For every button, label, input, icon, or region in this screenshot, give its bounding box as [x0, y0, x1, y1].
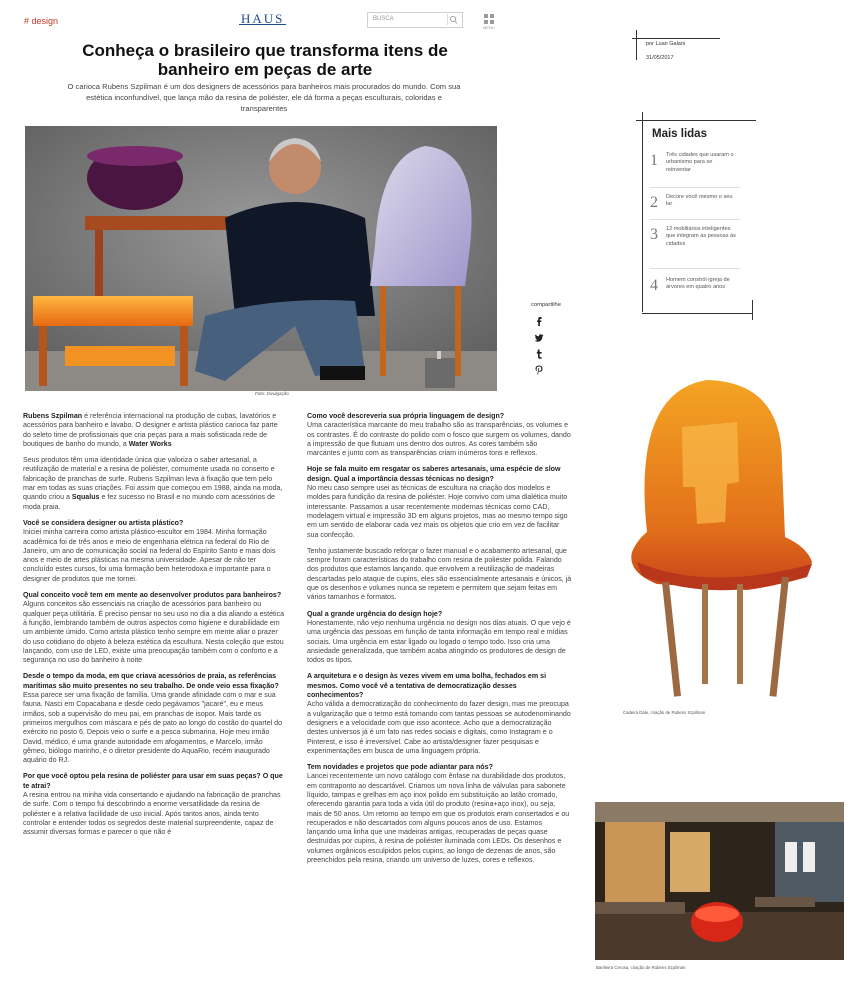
most-read-number: 4: [650, 277, 658, 294]
most-read-frame-top: [636, 120, 756, 121]
menu-label: MENU: [483, 25, 495, 30]
paragraph: Seus produtos têm uma identidade única que valoriza o saber artesanal, a reutilização de material e a resina de poliéster, comumente usada no conserto e fabricação de pranchas de surfe. Rubens Szpilman leva à fixação que tem pelo mar em todas as suas criações. Foi assim que começou em 1988, ainda na moda, quando criou a Squalus e fez sucesso no Brasil e no mundo com acessórios de moda praia.: [23, 456, 283, 511]
question: Por que você optou pela resina de poliéster para usar em suas peças? O que te atrai?: [23, 772, 283, 790]
twitter-icon[interactable]: [534, 333, 544, 343]
most-read-number: 2: [650, 194, 658, 211]
site-logo[interactable]: HAUS: [241, 11, 285, 26]
most-read-frame-right: [752, 300, 753, 320]
article-body-col2: [307, 412, 572, 872]
most-read-item[interactable]: [650, 194, 742, 228]
article-lead: O carioca Rubens Szpilman é um dos designers de acessórios para banheiros mais procurados do mundo. Com sua estética inconfundível, que lança mão da resina de poliéster, ele dá forma a peças esculturais, coloridas e transparentes: [67, 82, 461, 113]
article-body-col1: [23, 412, 285, 844]
brand-link[interactable]: Squalus: [71, 493, 100, 502]
most-read-frame-bottom: [642, 313, 752, 314]
most-read-title: Mais lidas: [652, 128, 707, 140]
most-read-link[interactable]: Homem constrói igreja de árvores em quatro anos: [666, 277, 730, 291]
hero-photo: [25, 126, 497, 391]
chair-caption: Cadeira Dale, criação de Rubens Szpilman: [623, 710, 706, 715]
most-read-number: 3: [650, 226, 658, 243]
search-placeholder: BUSCA: [373, 16, 394, 22]
most-read-number: 1: [650, 152, 658, 169]
article-title: Conheça o brasileiro que transforma itens de banheiro em peças de arte: [82, 41, 448, 79]
share-label: compartilhe: [531, 302, 561, 308]
most-read-link[interactable]: 12 mobiliários inteligentes que integram as pessoas às cidades: [666, 226, 736, 247]
divider: [650, 268, 740, 269]
bath-caption: Banheira Cerosa, criação de Rubens Szpilman: [596, 965, 686, 970]
divider: [650, 219, 740, 220]
divider: [650, 187, 740, 188]
answer: Honestamente, não vejo nenhuma urgência no design nos dias atuais. O que vejo é uma urgência das pessoas em função de tanta informação em tempo real e mídias sociais. Uma urgência em estar ligado ou logado o tempo todo. Isso cria uma ansiedade generalizada, que também acaba atingindo os produtores de design de todos os tipos.: [307, 618, 571, 665]
section-tag[interactable]: # design: [24, 16, 59, 26]
answer: Essa parece ser uma fixação de família. Uma grande afinidade com o mar e sua fauna. Nasci em Copacabana e desde cedo pegávamos "jacaré", eu e meus irmãos, sob a supervisão do meu pai, em pranchas de isopor. Mais tarde os primeiros mergulhos com máscara e pés de pato ao longo do costão do quartel do exército no posto 6. Depois veio o surfe e a pesca submarina. Hoje meu irmão David, médico, é uma grande autoridade em afogamentos, e Marcelo, irmão gêmeo, biólogo marinho, é o diretor presidente do AquaRio, recém inaugurado aquário do RJ.: [23, 691, 283, 765]
question: Tem novidades e projetos que pode adiantar para nós?: [307, 763, 493, 772]
paragraph: Rubens Szpilman é referência internacional na produção de cubas, lavatórios e acessórios para banheiro e lavabo. O designer e artista plástico carioca faz parte do seleto time de profissionais que cria peças para a mais sofisticada rede de boutiques de banho do mundo, a Water Works: [23, 412, 278, 448]
answer: Tenho justamente buscado reforçar o fazer manual e o acabamento artesanal, que sempre foram características do trabalho com resina de poliéster polida. Falando dos produtos que estamos lançando, que envolvem a reutilização de madeiras descartadas pelo ataque de cupins, eles são essencialmente artesanais e únicos, já que os desenhos e volumes nunca se repetem e permitem que sejam feitas em vários tamanhos e formatos.: [307, 546, 572, 602]
answer: Iniciei minha carreira como artista plástico-escultor em 1984. Minha formação acadêmica foi de três anos e meio de engenharia elétrica na federal do Rio de Janeiro, um ano de comunicação social na federal do Espírito Santo e mais dois anos e meio de artes plásticas na mesma universidade. Apesar de não ter concluído estes cursos, foi uma formação bem heterodoxa e importante para o designer de produtos que me tornei.: [23, 528, 276, 583]
facebook-icon[interactable]: [534, 316, 544, 326]
hero-credit: Foto: Divulgação: [255, 391, 289, 396]
answer: A resina entrou na minha vida consertando e ajudando na fabricação de pranchas de surfe. Com o tempo fui descobrindo a enorme versatilidade da resina de poliéster e a relativa facilidade de uso inicial. Após tantos anos, ainda tento controlar e entender todos os segredos deste material surpreendente, capaz de assumir diversas formas e parecer o que não é: [23, 790, 281, 837]
most-read-item[interactable]: [650, 277, 742, 311]
answer: Lancei recentemente um novo catálogo com ênfase na durabilidade dos produtos, em contraponto ao descartável. Criamos um nova linha de válvulas para sabonete líquido, tampas e grelhas em aço inox polido em substituição ao latão cromado, oferecendo garantia para toda a vida útil do produto (resina+aço inox), ou seja, mais de 50 anos. Um retorno ao tempo em que os produtos eram consertados e ou recuperados e não descartados com alguns poucos anos de uso. Estamos lançando uma linha que une madeiras antigas, recuperadas de peças quase destruídas por cupins, à resina de poliéster iluminada com LEDs. Os desenhos e volumes orgânicos esculpidos pelos cupins, ao longo de dezenas de anos, são preenchidos pela resina, criando um universo de luzes, cores e reflexos.: [307, 772, 570, 865]
menu-grid-icon: [484, 14, 488, 18]
search-icon[interactable]: [447, 14, 459, 25]
question: Desde o tempo da moda, em que criava acessórios de praia, as referências marítimas são muito presentes no seu trabalho. De onde veio essa fixação?: [23, 672, 279, 690]
answer: Uma característica marcante do meu trabalho são as transparências, os volumes e os contrastes. É do contraste do polido com o fosco que surgem os volumes, dando a impressão de que flutuam uns dentro dos outros. As cores também são marcantes e junto com as transparências criam inúmeros tons e reflexos.: [307, 421, 571, 458]
answer: Alguns conceitos são essenciais na criação de acessórios para banheiro ou qualquer peça utilitária. É preciso pensar no seu uso no dia a dia aliando a estética à função, lembrando também de outros aspectos como higiene e durabilidade em um ambiente úmido. Como artista plástico tenho sempre em mente aliar o prazer do uso cotidiano do objeto à beleza estética da escultura. Nesta coleção que estou lançando, com uso de LED, existe uma preocupação também com o conforto e a segurança no uso do banheiro à noite: [23, 600, 285, 665]
most-read-frame-left: [642, 112, 643, 312]
search-input[interactable]: [367, 12, 463, 28]
most-read-link[interactable]: Três cidades que usaram o urbanismo para se reinventar: [666, 152, 734, 173]
bathroom-photo: [595, 802, 844, 960]
question: Hoje se fala muito em resgatar os saberes artesanais, uma espécie de slow design. Qual a importância dessas técnicas no design?: [307, 465, 561, 483]
most-read-link[interactable]: Decore você mesmo o seu lar: [666, 194, 733, 208]
question: Qual conceito você tem em mente ao desenvolver produtos para banheiros?: [23, 591, 282, 600]
chair-photo: [607, 372, 832, 702]
question: Você se considera designer ou artista plástico?: [23, 518, 184, 527]
publish-date: 31/05/2017: [646, 55, 674, 61]
question: Como você descreveria sua própria linguagem de design?: [307, 412, 505, 420]
question: Qual a grande urgência do design hoje?: [307, 609, 443, 618]
menu-button[interactable]: [484, 14, 496, 30]
question: A arquitetura e o design às vezes vivem em uma bolha, fechados em si mesmos. Como você vê a tentativa de democratização desses conhecimentos?: [307, 672, 547, 700]
author-divider-h: [632, 38, 720, 39]
most-read-item[interactable]: [650, 226, 742, 260]
author-divider: [636, 30, 637, 60]
answer: No meu caso sempre usei as técnicas de escultura na criação dos modelos e moldes para fundição da resina de poliéster. Hoje convivo com uma dialética muito interessante. Passamos a usar recentemente modernas técnicas como CAD, modelagem virtual e impressão 3D em alguns projetos, mas ao mesmo tempo sigo em um sentido de elaborar cada vez mais os objetos que crio em vez de facilitar sua confecção.: [307, 484, 568, 539]
most-read-item[interactable]: [650, 152, 742, 186]
tumblr-icon[interactable]: [534, 349, 544, 359]
answer: Acho válida a democratização do conhecimento do fazer design, mas me preocupa a vulgarização que o termo está tomando com tantas pessoas se autodenominando designers e a velocidade com que isso acontece. Acho que a democratização destes universos já é um fato nas redes sociais e digitais, como Instagram e o Pinterest, e isso é irreversível. Cabe ao artista/designer fazer pesquisas e experimentações em busca de uma linguagem própria.: [307, 700, 571, 755]
brand-link[interactable]: Water Works: [128, 439, 172, 448]
pinterest-icon[interactable]: [534, 365, 544, 375]
author-byline[interactable]: por Luan Galani: [646, 41, 686, 47]
designer-name: Rubens Szpilman: [23, 412, 83, 420]
